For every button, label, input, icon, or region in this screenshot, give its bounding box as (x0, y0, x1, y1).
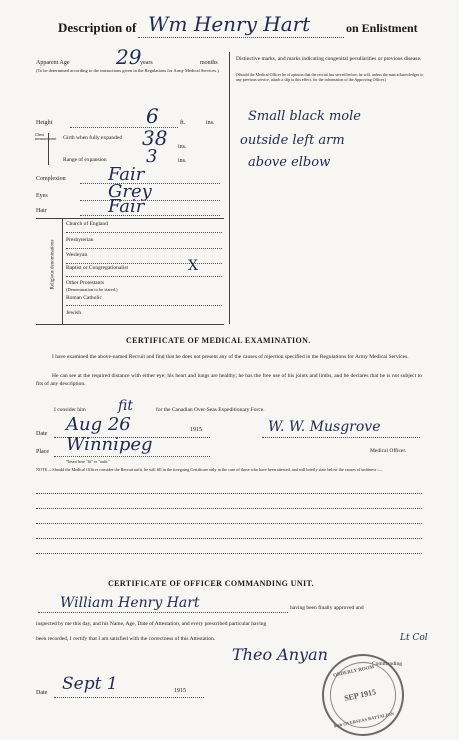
hair-line (80, 215, 220, 216)
unfit-line-4 (36, 538, 422, 539)
medical-signature-line (262, 437, 420, 438)
chest-bracket (48, 133, 49, 165)
medical-place-value: Winnipeg (66, 434, 153, 455)
commanding-label: Commanding (372, 661, 402, 667)
stamp-date: SEP 1915 (343, 687, 377, 703)
medical-date-label: Date (36, 431, 48, 437)
range-label: Range of expansion (63, 157, 107, 163)
stamp-bottom-text: 90th OVERSEAS BATTALION (333, 711, 395, 729)
medical-officer-signature: W. W. Musgrove (268, 419, 381, 435)
medical-certificate-title: CERTIFICATE OF MEDICAL EXAMINATION. (126, 336, 311, 345)
hair-value: Fair (108, 196, 145, 217)
medical-year: 1915 (190, 427, 202, 433)
unfit-line-3 (36, 523, 422, 524)
commanding-date-line (54, 697, 204, 698)
religion-divider (62, 218, 63, 324)
title-prefix: Description of (58, 20, 137, 35)
medical-para-2: He can see at the required distance with either eye; his heart and lungs are healthy; he has the free use of his joints and limbs, and he declares that he is not subject to fits of any description. (36, 373, 422, 387)
commanding-certificate-title: CERTIFICATE OF OFFICER COMMANDING UNIT. (108, 579, 315, 588)
marks-note: (Should the Medical Officer be of opinion that the recruit has served before, he will, unless the man acknowledges to any previous service, attach a slip to this effect, for the information of the Approving Officer.) (236, 72, 424, 82)
eyes-label: Eyes (36, 193, 48, 199)
religion-jewish: Jewish (66, 310, 81, 316)
age-value: 29 (116, 45, 142, 69)
range-value: 3 (146, 146, 158, 167)
consider-prefix: I consider him (54, 407, 86, 413)
religion-bottom-rule (36, 324, 224, 325)
age-note: (To be determined according to the instructions given in the Regulations for Army Medical Services.) (36, 68, 219, 73)
religion-line-4 (66, 276, 222, 277)
commanding-name-line (38, 612, 288, 613)
marks-line-2: outside left arm (240, 133, 345, 148)
religion-side-label: Religious denominations (50, 239, 56, 290)
eyes-value: Grey (108, 181, 152, 202)
medical-date-value: Aug 26 (66, 414, 131, 435)
apparent-age-label: Apparent Age (36, 60, 70, 66)
religion-roman-catholic: Roman Catholic (66, 295, 102, 301)
commanding-year: 1915 (174, 688, 186, 694)
medical-officer-label: Medical Officer. (370, 448, 407, 454)
ins-label: ins. (206, 120, 215, 126)
column-separator (229, 52, 230, 324)
commanding-recruit-name: William Henry Hart (60, 595, 200, 611)
recruit-name: Wm Henry Hart (148, 12, 311, 36)
commanding-date-value: Sept 1 (62, 674, 118, 694)
commanding-line-2: inspected by me this day, and his Name, Age, Date of Attestation, and every prescribed particular having (36, 621, 267, 627)
commanding-line-3: been recorded, I certify that I am satisfied with the correctness of this Attestation. (36, 636, 216, 642)
religion-mark: X (188, 258, 198, 274)
chest-label: Chest measurement (35, 132, 57, 141)
commanding-signature-suffix: Lt Col (400, 633, 428, 643)
girth-label: Girth when fully expanded (63, 135, 123, 141)
medical-place-line (54, 456, 210, 457)
years-label: years (140, 60, 153, 66)
religion-line-1 (66, 232, 222, 233)
complexion-value: Fair (108, 164, 145, 185)
unfit-line-2 (36, 508, 422, 509)
hair-label: Hair (36, 208, 47, 214)
commanding-line-1-suffix: having been finally approved and (290, 605, 364, 611)
religion-line-2 (66, 248, 222, 249)
religion-line-3 (66, 263, 222, 264)
marks-header: Distinctive marks, and marks indicating congenital peculiarities or previous disease. (236, 56, 422, 62)
religion-line-5 (66, 305, 222, 306)
ft-label: ft. (180, 120, 186, 126)
height-value: 6 (146, 104, 159, 128)
religion-top-rule (36, 218, 224, 219)
insert-note: *Insert here "fit" or "unfit." (66, 459, 110, 464)
consider-suffix: for the Canadian Over-Seas Expeditionary Force. (156, 407, 265, 413)
title-suffix: on Enlistment (346, 21, 418, 35)
religion-presbyterian: Presbyterian (66, 237, 94, 243)
height-label: Height (36, 120, 53, 126)
unfit-line-5 (36, 553, 422, 554)
religion-other-protestants: Other Protestants (66, 280, 105, 286)
commanding-officer-signature: Theo Anyan (232, 645, 328, 664)
girth-ins-label: ins. (178, 144, 187, 150)
medical-para-1: I have examined the above-named Recruit and find that he does not present any of the causes of rejection specified in the Regulations for Army Medical Services. (52, 354, 409, 360)
commanding-date-label: Date (36, 690, 48, 696)
medical-place-label: Place (36, 449, 49, 455)
months-label: months (200, 60, 218, 66)
name-line (138, 37, 344, 38)
girth-value: 38 (142, 126, 168, 150)
consider-value: fit (118, 398, 133, 414)
medical-note: NOTE.—Should the Medical Officer consider the Recruit unfit, he will fill in the foregoing Certificate only in the case of those who have been attested, and will briefly state below the causes of unfitness :— (36, 467, 383, 472)
religion-note: (Denomination to be stated.) (66, 287, 118, 292)
marks-line-1: Small black mole (248, 109, 361, 124)
religion-wesleyan: Wesleyan (66, 252, 88, 258)
marks-line-3: above elbow (248, 155, 331, 170)
religion-church-of-england: Church of England (66, 221, 108, 227)
religion-baptist: Baptist or Congregationalist (66, 265, 129, 271)
stamp-top-text: ORDERLY ROOM (332, 665, 375, 679)
complexion-label: Complexion (36, 176, 66, 182)
eyes-line (80, 200, 220, 201)
range-ins-label: ins. (178, 158, 187, 164)
unfit-line-1 (36, 493, 422, 494)
